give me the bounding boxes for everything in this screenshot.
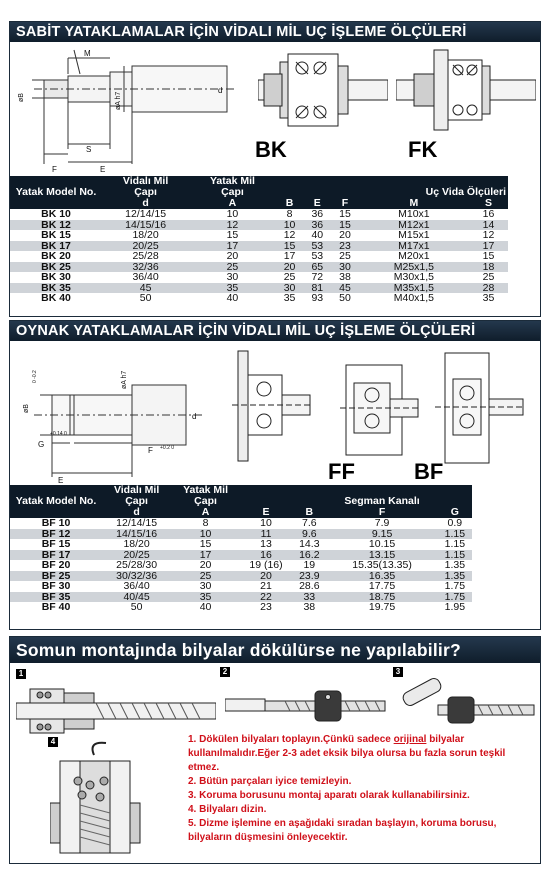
model-cell: BK 30 <box>41 271 71 283</box>
value-cell: 12 <box>283 229 296 241</box>
model-cell: BK 25 <box>41 260 71 273</box>
table-row <box>10 272 508 283</box>
value-cell: 14/15/16 <box>116 527 158 540</box>
instruction-1: 1. Dökülen bilyaları toplayın.Çünkü sadece orijinal bilyalar kullanılmalıdır.Eğer 2-3 adet eksik bilya olursa bu fazla sorun teşkil etmez. <box>188 734 506 773</box>
value-cell: 25 <box>283 271 296 283</box>
value-cell: M10x1 <box>398 208 430 220</box>
value-cell: 12/14/15 <box>116 517 158 529</box>
bk-label: BK <box>255 137 287 162</box>
dim-e2: E <box>58 476 64 485</box>
value-cell: M15x1 <box>398 229 430 241</box>
value-cell: 20 <box>199 559 212 571</box>
value-cell: 13.15 <box>368 548 396 561</box>
fixed-support-drawings <box>10 42 540 176</box>
dim-f2: F <box>148 446 153 455</box>
value-cell: 9.6 <box>302 527 317 540</box>
model-cell: BF 35 <box>41 590 71 603</box>
step-4-drawing <box>50 741 170 859</box>
table-row <box>10 220 508 231</box>
value-cell: 30 <box>226 271 239 283</box>
value-cell: 10 <box>199 527 212 540</box>
col-model-2: Yatak Model No. <box>15 495 97 507</box>
value-cell: 17 <box>482 239 495 252</box>
value-cell: 12 <box>482 229 495 241</box>
value-cell: 18 <box>482 260 495 273</box>
dim-g2: G <box>38 440 45 449</box>
value-cell: 20 <box>260 569 272 582</box>
value-cell: 1.15 <box>444 548 466 561</box>
dim-g2-tol: +0.14 0 <box>50 431 67 437</box>
value-cell: 15 <box>199 538 212 550</box>
value-cell: 11 <box>260 527 272 540</box>
shaft-end-drawing <box>14 44 244 174</box>
table-row <box>10 571 472 582</box>
model-cell: BK 12 <box>41 218 71 231</box>
value-cell: 17 <box>199 548 212 561</box>
value-cell: 17 <box>283 250 296 262</box>
step-1-badge: 1 <box>16 669 26 679</box>
section2-title: OYNAK YATAKLAMALAR İÇİN VİDALI MİL UÇ İŞLEME ÖLÇÜLERİ <box>10 321 540 341</box>
table-row <box>10 241 508 252</box>
dim-d: d <box>218 86 223 95</box>
value-cell: 25 <box>226 260 239 273</box>
value-cell: 40/45 <box>123 590 150 603</box>
floating-support-rows <box>10 518 472 613</box>
model-cell: BK 17 <box>41 239 71 252</box>
value-cell: 19 (16) <box>249 559 283 571</box>
model-cell: BF 40 <box>41 601 71 613</box>
table-row <box>10 251 508 262</box>
value-cell: 23 <box>339 239 351 252</box>
value-cell: M35x1,5 <box>393 281 435 294</box>
value-cell: 19 <box>303 559 316 571</box>
floating-support-table: Vidalı Mil Yatak Mil Yatak Model No. Çapı Çapı Segman Kanalı d A E B F G BF 10 12/14/15 8 10 7.6 7.9 0.9 BF 12 14/15/16 10 11 9.6 9.15 1.15 BF 15 18/20 15 13 14.3 10.15 1.15 BF 17 20/25 17 16 16.2 13.15 1.15 BF 20 25/28/30 20 19 (16) 19 15.35(13.35) 1.35 BF 25 30/32/36 25 20 23.9 16.35 1.35 BF 30 36/40 30 21 28.6 17.75 1.75 BF 35 40/45 35 22 33 18.75 1.75 BF 40 50 40 23 38 19.75 1.95 <box>10 485 472 613</box>
table-row <box>10 539 472 550</box>
value-cell: 30 <box>283 281 296 294</box>
value-cell: 17 <box>226 239 239 252</box>
value-cell: M20x1 <box>398 250 430 262</box>
model-cell: BK 40 <box>41 292 71 304</box>
table-row <box>10 209 508 220</box>
value-cell: 20 <box>226 250 239 262</box>
value-cell: 36/40 <box>132 271 159 283</box>
value-cell: 12 <box>226 218 239 231</box>
value-cell: 23.9 <box>299 569 320 582</box>
shaft-end-drawing-2 <box>14 343 214 485</box>
value-cell: 9.15 <box>371 527 393 540</box>
instruction-2: 2. Bütün parçaları iyice temizleyin. <box>188 776 352 787</box>
value-cell: 1.35 <box>444 569 466 582</box>
value-cell: 72 <box>311 271 324 283</box>
value-cell: 15 <box>339 218 351 231</box>
model-cell: BK 20 <box>41 250 71 262</box>
ff-support-drawing <box>340 359 420 469</box>
value-cell: 38 <box>303 601 316 613</box>
fixed-support-rows <box>10 209 508 304</box>
section1-title: SABİT YATAKLAMALAR İÇİN VİDALI MİL UÇ İŞLEME ÖLÇÜLERİ <box>10 22 540 42</box>
step-1-drawing <box>16 681 216 741</box>
bf-label: BF <box>414 459 444 484</box>
value-cell: M30x1,5 <box>393 271 435 283</box>
value-cell: 50 <box>130 601 143 613</box>
dim-e: E <box>100 165 106 174</box>
value-cell: 10.15 <box>368 538 396 550</box>
ff-label: FF <box>328 459 355 484</box>
value-cell: 20 <box>283 260 296 273</box>
value-cell: 1.95 <box>444 601 466 613</box>
bk-assembly-drawing <box>258 46 388 146</box>
value-cell: 15.35(13.35) <box>352 559 412 571</box>
value-cell: 10 <box>226 208 239 220</box>
model-cell: BF 30 <box>41 580 71 592</box>
value-cell: M40x1,5 <box>393 292 435 304</box>
model-cell: BF 25 <box>41 569 71 582</box>
floating-support-section <box>9 320 541 630</box>
model-cell: BF 17 <box>41 548 71 561</box>
value-cell: 10 <box>283 218 296 231</box>
value-cell: 35 <box>199 590 212 603</box>
value-cell: M17x1 <box>398 239 430 252</box>
col-ring-groove: Segman Kanalı <box>344 495 420 507</box>
dim-b2: øB <box>23 404 30 413</box>
value-cell: 16.35 <box>368 569 396 582</box>
value-cell: 19.75 <box>368 601 396 613</box>
value-cell: 50 <box>139 292 152 304</box>
value-cell: 28.6 <box>299 580 320 592</box>
table-row <box>10 518 472 529</box>
value-cell: 20/25 <box>123 548 150 561</box>
value-cell: 13 <box>260 538 272 550</box>
table-row <box>10 602 472 613</box>
value-cell: 28 <box>482 281 495 294</box>
dim-f: F <box>52 165 57 174</box>
value-cell: 15 <box>226 229 239 241</box>
step-4-badge: 4 <box>48 737 58 747</box>
value-cell: 45 <box>139 281 152 294</box>
value-cell: 36 <box>311 218 324 231</box>
value-cell: 1.75 <box>444 580 466 592</box>
value-cell: 93 <box>311 292 324 304</box>
step-3-drawing <box>398 675 538 735</box>
ff-housing-drawing <box>232 347 312 467</box>
table-row <box>10 293 508 304</box>
model-cell: BF 12 <box>41 527 71 540</box>
value-cell: 65 <box>311 260 324 273</box>
value-cell: 8 <box>202 517 209 529</box>
value-cell: M25x1,5 <box>393 260 435 273</box>
dim-f2-tol: +0.2 0 <box>160 445 175 451</box>
value-cell: 1.15 <box>444 527 466 540</box>
value-cell: 22 <box>260 590 272 603</box>
value-cell: 45 <box>339 281 351 294</box>
dim-a: øA h7 <box>115 91 122 110</box>
model-cell: BK 15 <box>41 229 71 241</box>
value-cell: 38 <box>339 271 351 283</box>
value-cell: 40 <box>311 229 324 241</box>
dim-s: S <box>86 145 92 154</box>
fixed-support-section <box>9 21 541 317</box>
value-cell: 7.9 <box>374 517 390 529</box>
value-cell: 18/20 <box>123 538 150 550</box>
fk-label: FK <box>408 137 438 162</box>
value-cell: 0.9 <box>447 517 463 529</box>
value-cell: 25 <box>339 250 351 262</box>
value-cell: 18.75 <box>368 590 396 603</box>
value-cell: 36/40 <box>123 580 150 592</box>
model-cell: BF 10 <box>41 517 71 529</box>
instruction-5: 5. Dizme işlemine en aşağıdaki sıradan başlayın, koruma borusu, bilyaların düşmesini önleyecektir. <box>188 818 497 843</box>
fk-assembly-drawing <box>396 46 536 146</box>
value-cell: 7.6 <box>302 517 317 529</box>
dim-a2: øA h7 <box>121 370 128 389</box>
instruction-3: 3. Koruma borusunu montaj aparatı olarak kullanabilirsiniz. <box>188 790 470 801</box>
value-cell: 23 <box>260 601 272 613</box>
value-cell: 25 <box>482 271 495 283</box>
dim-d2: d <box>192 412 197 421</box>
value-cell: 1.75 <box>444 590 466 603</box>
dim-b: øB <box>18 93 25 102</box>
value-cell: 21 <box>260 580 272 592</box>
value-cell: 18/20 <box>132 229 159 241</box>
table-row <box>10 581 472 592</box>
value-cell: 20/25 <box>132 239 159 252</box>
col-thread-dims: Uç Vida Ölçüleri <box>425 186 506 198</box>
value-cell: 14/15/16 <box>125 218 167 231</box>
floating-support-drawings <box>10 341 540 485</box>
value-cell: 14 <box>482 218 495 231</box>
value-cell: 35 <box>283 292 296 304</box>
value-cell: 53 <box>311 239 324 252</box>
value-cell: 32/36 <box>132 260 159 273</box>
value-cell: 16.2 <box>299 548 320 561</box>
step-3-badge: 3 <box>393 667 403 677</box>
value-cell: 35 <box>226 281 239 294</box>
value-cell: 35 <box>482 292 495 304</box>
value-cell: 16 <box>482 208 495 220</box>
dim-b2-tol: 0 -0.2 <box>32 370 38 383</box>
value-cell: 8 <box>286 208 293 220</box>
value-cell: 25 <box>199 569 212 582</box>
value-cell: 14.3 <box>299 538 320 550</box>
model-cell: BF 20 <box>41 559 71 571</box>
value-cell: 40 <box>226 292 239 304</box>
ball-loss-section <box>9 636 541 864</box>
step-2-badge: 2 <box>220 667 230 677</box>
value-cell: 50 <box>339 292 351 304</box>
table-row <box>10 592 472 603</box>
value-cell: 53 <box>311 250 324 262</box>
value-cell: 17.75 <box>368 580 396 592</box>
value-cell: 30 <box>199 580 212 592</box>
value-cell: 40 <box>199 601 212 613</box>
model-cell: BK 35 <box>41 281 71 294</box>
value-cell: 15 <box>482 250 495 262</box>
value-cell: 20 <box>339 229 351 241</box>
value-cell: 1.35 <box>444 559 466 571</box>
value-cell: 15 <box>339 208 351 220</box>
value-cell: 16 <box>260 548 272 561</box>
table-row <box>10 560 472 571</box>
value-cell: 30 <box>339 260 351 273</box>
instruction-4: 4. Bilyaları dizin. <box>188 804 267 815</box>
value-cell: 25/28 <box>132 250 159 262</box>
value-cell: 36 <box>311 208 324 220</box>
value-cell: 12/14/15 <box>125 208 167 220</box>
section3-title: Somun montajında bilyalar dökülürse ne yapılabilir? <box>10 637 540 663</box>
value-cell: M12x1 <box>398 218 430 231</box>
table-row <box>10 529 472 540</box>
fixed-support-table: Vidalı Mil Yatak Mil Yatak Model No. Çapı Çapı Uç Vida Ölçüleri d A B E F M S BK 10 12/14/15 10 8 36 15 M10x1 16 BK 12 14/15/16 12 10 36 15 M12x1 14 BK 15 18/20 15 12 40 20 M15x1 12 BK 17 20/25 17 15 53 23 M17x1 17 BK 20 25/28 20 17 53 25 M20x1 15 BK 25 32/36 25 20 65 30 M25x1,5 18 BK 30 36/40 30 25 72 38 M30x1,5 25 BK 35 45 35 30 81 45 M35x1,5 28 BK 40 50 40 35 93 50 M40x1,5 35 <box>10 176 508 304</box>
step-2-drawing <box>225 675 395 735</box>
value-cell: 25/28/30 <box>116 559 158 571</box>
value-cell: 15 <box>283 239 296 252</box>
instruction-list <box>188 733 528 845</box>
bf-support-drawing <box>435 349 525 469</box>
table-row <box>10 230 508 241</box>
model-cell: BK 10 <box>41 208 71 220</box>
value-cell: 10 <box>260 517 272 529</box>
dim-m: M <box>84 49 91 58</box>
value-cell: 30/32/36 <box>116 569 158 582</box>
value-cell: 81 <box>311 281 324 294</box>
model-cell: BF 15 <box>41 538 71 550</box>
value-cell: 33 <box>303 590 316 603</box>
col-model: Yatak Model No. <box>15 186 97 198</box>
value-cell: 1.15 <box>444 538 466 550</box>
